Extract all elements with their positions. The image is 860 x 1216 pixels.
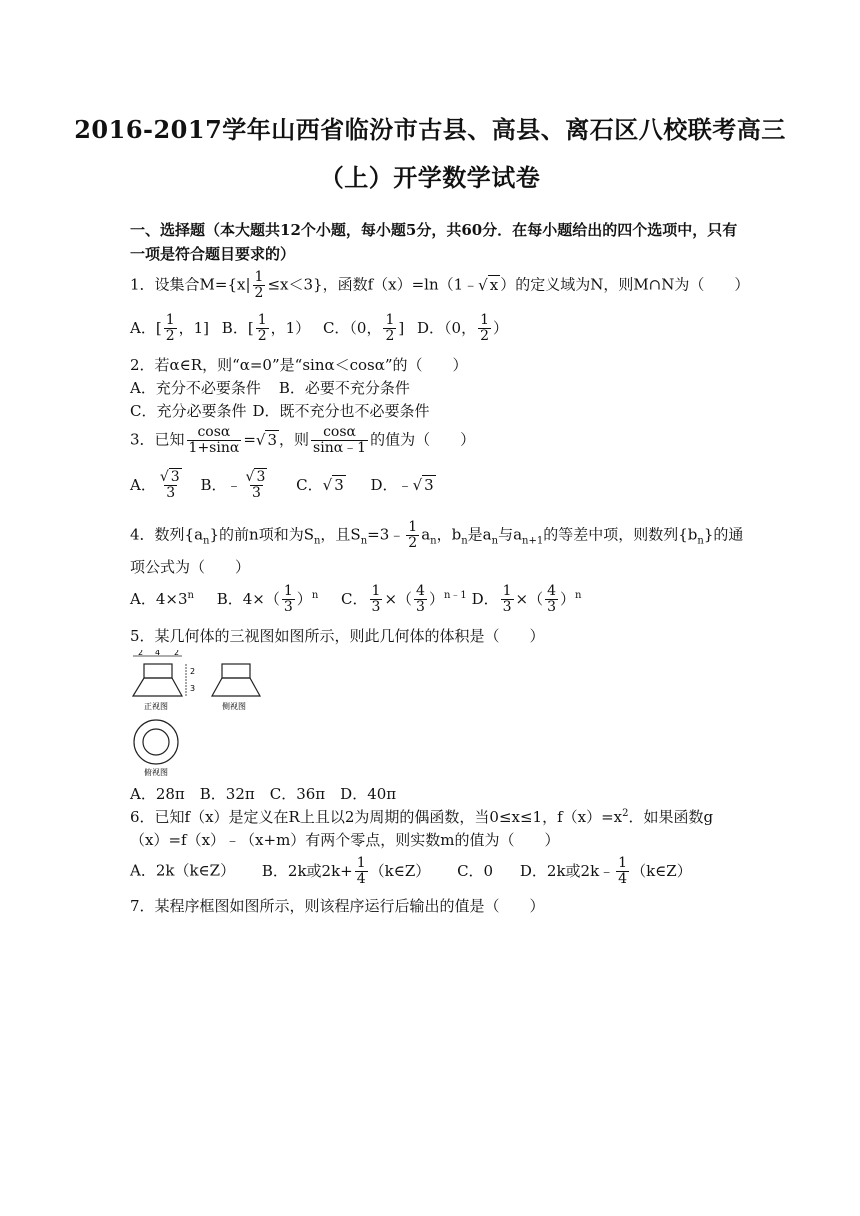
- q4-stem-line1: 4．数列$\{a_n\}$的前n项和为$S_n$，且$S_n=3﹣$ $\frac{1}{2}$ $a_n$，$b_n$是$a_n$与$a_{n+1}$的等差中项，则数列$\{b_n\}$的通: [130, 519, 744, 551]
- q1-option-a: A．[ $\frac{1}{2}$ ，1]: [130, 312, 210, 344]
- q1-option-d: D．（0， $\frac{1}{2}$ ）: [417, 312, 509, 344]
- q4-options: [130, 584, 581, 615]
- q4-option-d: D． $\frac{1}{3}$ ×（ $\frac{4}{3}$ ）$^n$: [471, 583, 582, 615]
- q6-option-b: B．2k或2k+ $\frac{1}{4}$ （k∈Z）: [261, 855, 431, 887]
- q6-stem-line1: 6．已知f（x）是定义在R上且以2为周期的偶函数，当0≤x≤1，$f(x)=x^2$．如果函数g: [130, 808, 714, 826]
- q1-option-c: C．（0， $\frac{1}{2}$ ]: [322, 312, 405, 344]
- dim-label-1: 2: [138, 650, 144, 657]
- q3-options: [130, 470, 436, 501]
- q2-options-cd: C．充分必要条件 D．既不充分也不必要条件: [130, 402, 430, 420]
- q3-option-c: C．√ 3: [296, 475, 344, 494]
- side-view-label: 侧视图: [222, 702, 246, 711]
- section-heading: 一、选择题（本大题共12个小题，每小题5分，共60分．在每小题给出的四个选项中，只有一项是符合题目要求的）: [130, 221, 738, 263]
- q3-option-b: B．﹣ $\frac{√ 3}{3}$: [200, 469, 266, 501]
- q1-options: [130, 313, 508, 344]
- dim-label-4: 2: [190, 667, 196, 676]
- front-view-label: 正视图: [144, 702, 168, 711]
- q4-option-c: C． $\frac{1}{3}$ ×（ $\frac{4}{3}$ ）$^{n﹣1}$: [341, 583, 467, 615]
- exam-title-line2: （上）开学数学试卷: [319, 163, 541, 192]
- q1-half-fraction: $\frac{1}{2}$: [254, 269, 264, 301]
- dim-label-5: 3: [190, 684, 196, 693]
- q6-option-d: D．2k或2k﹣ $\frac{1}{4}$ （k∈Z）: [519, 855, 692, 887]
- q3-option-d: D．﹣√ 3: [370, 475, 434, 494]
- q6-option-c: C．0: [457, 861, 494, 880]
- q3-fraction-1: $\frac{\cos\alpha}{1+\sin\alpha}$: [188, 424, 240, 456]
- three-view-diagram: [130, 650, 280, 780]
- q4-option-b: B．4×（ $\frac{1}{3}$ ）$^n$: [216, 583, 319, 615]
- q6-options: [130, 856, 692, 887]
- three-view-figure: [130, 650, 280, 780]
- top-view-label: 俯视图: [144, 768, 168, 777]
- exam-title-line1: 2016-2017学年山西省临汾市古县、高县、离石区八校联考高三: [74, 115, 786, 144]
- dim-label-2: 4: [155, 650, 161, 657]
- q3-stem: 3．已知 $\frac{\cos\alpha}{1+\sin\alpha}$ =√ 3 ，则 $\frac{\cos\alpha}{\sin\alpha﹣1}$ 的值为（ ）: [130, 424, 476, 456]
- q6-option-a: A．2k（k∈Z）: [130, 861, 236, 880]
- q3-option-a: A． $\frac{√ 3}{3}$: [130, 469, 180, 501]
- dim-label-3: 2: [174, 650, 180, 657]
- q5-options: A．28π B．32π C．36π D．40π: [130, 785, 397, 803]
- q7-stem: 7．某程序框图如图所示，则该程序运行后输出的值是（ ）: [130, 897, 545, 915]
- q2-stem: 2．若α∈R，则“α=0”是“sinα＜cosα”的（ ）: [130, 356, 468, 374]
- q2-options-ab: A．充分不必要条件 B．必要不充分条件: [130, 379, 410, 397]
- q6-stem-line2: （x）=f（x）﹣（x+m）有两个零点，则实数m的值为（ ）: [130, 831, 560, 849]
- q1-stem: 1．设集合M={x| $\frac{1}{2}$ ≤x＜3}，函数f（x）=ln（1﹣√ x ）的定义域为N，则M∩N为（ ）: [130, 269, 750, 301]
- q4-stem-line2: 项公式为（ ）: [130, 558, 251, 576]
- q1-option-b: B．[ $\frac{1}{2}$ ，1）: [221, 312, 311, 344]
- q3-fraction-2: $\frac{\cos\alpha}{\sin\alpha﹣1}$: [313, 424, 367, 456]
- q4-option-a: A．$4\times 3^n$: [130, 589, 194, 608]
- q5-stem: 5．某几何体的三视图如图所示，则此几何体的体积是（ ）: [130, 627, 545, 645]
